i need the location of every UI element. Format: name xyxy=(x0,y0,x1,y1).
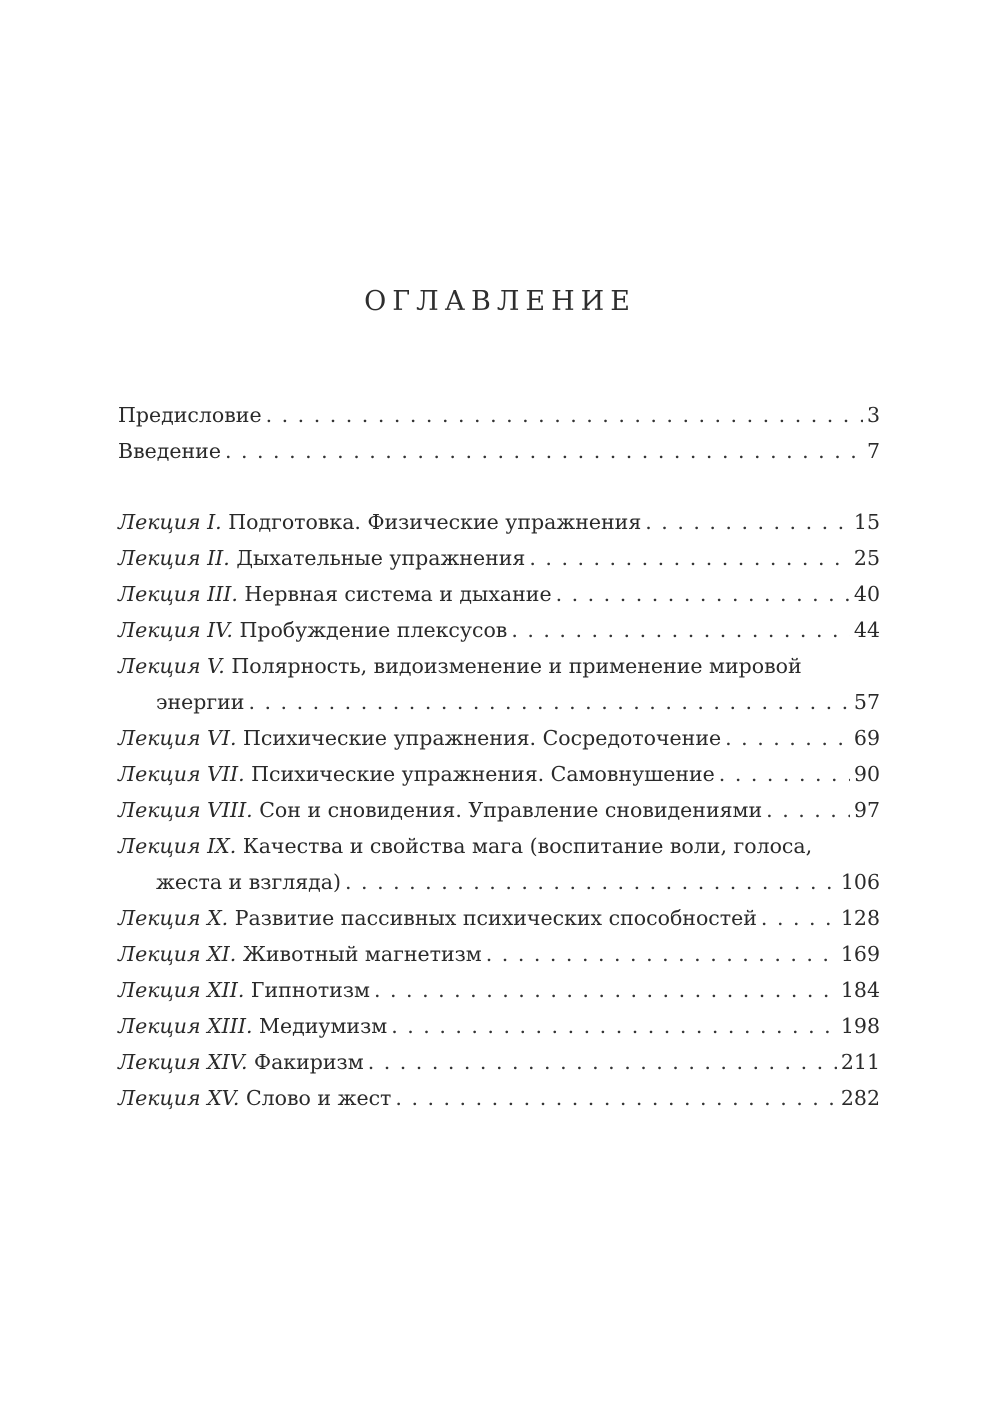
lecture-label: Лекция XI. xyxy=(118,942,237,966)
toc-entry-lecture-6[interactable] xyxy=(118,720,880,756)
toc-entry-lecture-3[interactable] xyxy=(118,576,880,612)
toc-entry-title: Нервная система и дыхание xyxy=(244,582,552,606)
page-title: ОГЛАВЛЕНИЕ xyxy=(364,286,636,317)
toc-entry-title: Животный магнетизм xyxy=(242,942,482,966)
toc-page-number: 69 xyxy=(853,726,880,750)
toc-entry-title-line2: энергии xyxy=(156,690,245,714)
dot-leader xyxy=(266,397,863,433)
toc-page-number: 7 xyxy=(866,439,880,463)
dot-leader xyxy=(391,1008,837,1044)
toc-page-number: 184 xyxy=(840,978,880,1002)
toc-entry-title: Психические упражнения. Самовнушение xyxy=(251,762,715,786)
toc-entry-lecture-14[interactable] xyxy=(118,1044,880,1080)
dot-leader xyxy=(645,504,850,540)
toc-entry-title: Пробуждение плексусов xyxy=(239,618,508,642)
dot-leader xyxy=(556,576,850,612)
toc-entry-title: Дыхательные упражнения xyxy=(236,546,526,570)
toc-entry-title: Развитие пассивных психических способностей xyxy=(234,906,757,930)
toc-entry-preface[interactable] xyxy=(118,397,880,433)
dot-leader xyxy=(395,1080,836,1116)
toc-entry-lecture-5[interactable] xyxy=(118,648,880,720)
toc-entry-lecture-1[interactable] xyxy=(118,504,880,540)
toc-entry-title-line1: Полярность, видоизменение и применение мировой xyxy=(231,654,802,678)
lecture-label: Лекция V. xyxy=(118,654,225,678)
toc-page-number: 282 xyxy=(840,1086,880,1110)
lecture-label: Лекция II. xyxy=(118,546,230,570)
toc-entry-title: Психические упражнения. Сосредоточение xyxy=(243,726,722,750)
toc-entry-title: Факиризм xyxy=(254,1050,364,1074)
toc-page-number: 44 xyxy=(853,618,880,642)
toc-page-number: 3 xyxy=(866,403,880,427)
toc-entry-title: Сон и сновидения. Управление сновидениями xyxy=(259,798,763,822)
front-matter-list xyxy=(118,397,880,469)
toc-page-number: 198 xyxy=(840,1014,880,1038)
toc-page-number: 15 xyxy=(853,510,880,534)
lecture-label: Лекция XIV. xyxy=(118,1050,248,1074)
dot-leader xyxy=(529,540,850,576)
toc-entry-title: Введение xyxy=(118,439,221,463)
lecture-label: Лекция X. xyxy=(118,906,229,930)
lecture-label: Лекция III. xyxy=(118,582,238,606)
dot-leader xyxy=(225,433,863,469)
lecture-label: Лекция XV. xyxy=(118,1086,240,1110)
toc-entry-title: Слово и жест xyxy=(245,1086,392,1110)
lecture-label: Лекция XII. xyxy=(118,978,245,1002)
lecture-label: Лекция I. xyxy=(118,510,222,534)
lectures-list xyxy=(118,504,880,1116)
toc-entry-title-line2: жеста и взгляда) xyxy=(156,870,341,894)
dot-leader xyxy=(719,756,850,792)
dot-leader xyxy=(248,684,849,720)
dot-leader xyxy=(368,1044,837,1080)
lecture-label: Лекция IV. xyxy=(118,618,233,642)
toc-entry-lecture-8[interactable] xyxy=(118,792,880,828)
toc-entry-lecture-13[interactable] xyxy=(118,1008,880,1044)
dot-leader xyxy=(761,900,837,936)
lecture-label: Лекция XIII. xyxy=(118,1014,253,1038)
toc-entry-lecture-4[interactable] xyxy=(118,612,880,648)
toc-entry-lecture-9[interactable] xyxy=(118,828,880,900)
toc-entry-title: Гипнотизм xyxy=(250,978,370,1002)
lecture-label: Лекция VII. xyxy=(118,762,245,786)
toc-entry-lecture-10[interactable] xyxy=(118,900,880,936)
toc-entry-lecture-2[interactable] xyxy=(118,540,880,576)
lecture-label: Лекция VIII. xyxy=(118,798,253,822)
toc-entry-lecture-15[interactable] xyxy=(118,1080,880,1116)
toc-entry-lecture-12[interactable] xyxy=(118,972,880,1008)
toc-page-number: 97 xyxy=(853,798,880,822)
lecture-label: Лекция IX. xyxy=(118,834,237,858)
dot-leader xyxy=(374,972,837,1008)
toc-entry-title: Предисловие xyxy=(118,403,262,427)
toc-page-number: 57 xyxy=(853,690,880,714)
dot-leader xyxy=(766,792,850,828)
toc-entry-title-line1: Качества и свойства мага (воспитание воли, голоса, xyxy=(242,834,813,858)
toc-entry-title: Подготовка. Физические упражнения xyxy=(228,510,642,534)
toc-page-number: 25 xyxy=(853,546,880,570)
toc-entry-lecture-7[interactable] xyxy=(118,756,880,792)
toc-page-number: 211 xyxy=(840,1050,880,1074)
toc-entry-title: Медиумизм xyxy=(259,1014,388,1038)
dot-leader xyxy=(725,720,850,756)
toc-page-number: 90 xyxy=(853,762,880,786)
lecture-label: Лекция VI. xyxy=(118,726,237,750)
toc-page-number: 128 xyxy=(840,906,880,930)
dot-leader xyxy=(511,612,850,648)
toc-entry-introduction[interactable] xyxy=(118,433,880,469)
toc-page-number: 169 xyxy=(840,942,880,966)
dot-leader xyxy=(345,864,837,900)
toc-entry-lecture-11[interactable] xyxy=(118,936,880,972)
dot-leader xyxy=(486,936,837,972)
toc-page-number: 106 xyxy=(840,870,880,894)
toc-page-number: 40 xyxy=(853,582,880,606)
